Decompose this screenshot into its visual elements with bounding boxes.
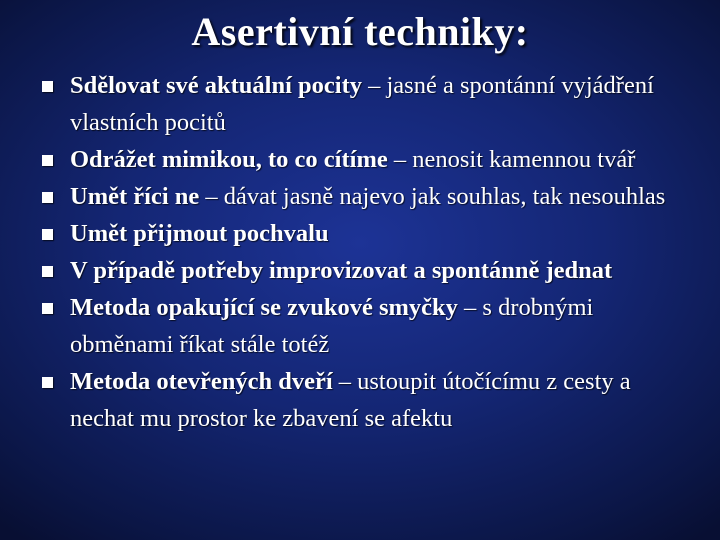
bullet-bold-text: V případě potřeby improvizovat a spontánně jednat — [70, 257, 613, 284]
square-bullet-icon — [42, 266, 53, 277]
slide-title: Asertivní techniky: — [191, 9, 529, 54]
square-bullet-icon — [42, 192, 53, 203]
square-bullet-icon — [42, 81, 53, 92]
square-bullet-icon — [42, 377, 53, 388]
bullet-item — [42, 141, 682, 178]
bullet-item — [42, 363, 682, 437]
bullet-bold-text: Odrážet mimikou, to co cítíme — [70, 146, 388, 173]
square-bullet-icon — [42, 155, 53, 166]
bullet-text: – s drobnými obměnami říkat stále totéž — [70, 294, 594, 358]
bullet-text: – nenosit kamennou tvář — [387, 146, 636, 173]
bullet-bold-text: Umět přijmout pochvalu — [70, 220, 329, 247]
bullet-list — [42, 67, 682, 437]
bullet-item — [42, 67, 682, 141]
bullet-text: – dávat jasně najevo jak souhlas, tak nesouhlas — [199, 183, 666, 210]
bullet-bold-text: Metoda opakující se zvukové smyčky — [70, 294, 458, 321]
bullet-bold-text: Sdělovat své aktuální pocity — [70, 72, 362, 99]
bullet-text: – jasné a spontánní vyjádření vlastních pocitů — [70, 72, 654, 136]
bullet-item — [42, 252, 682, 289]
square-bullet-icon — [42, 303, 53, 314]
square-bullet-icon — [42, 229, 53, 240]
bullet-bold-text: Umět říci ne — [70, 183, 200, 210]
bullet-item — [42, 215, 682, 252]
bullet-item — [42, 289, 682, 363]
bullet-bold-text: Metoda otevřených dveří — [70, 368, 333, 395]
bullet-text: – ustoupit útočícímu z cesty a nechat mu prostor ke zbavení se afektu — [70, 368, 631, 432]
bullet-item — [42, 178, 682, 215]
